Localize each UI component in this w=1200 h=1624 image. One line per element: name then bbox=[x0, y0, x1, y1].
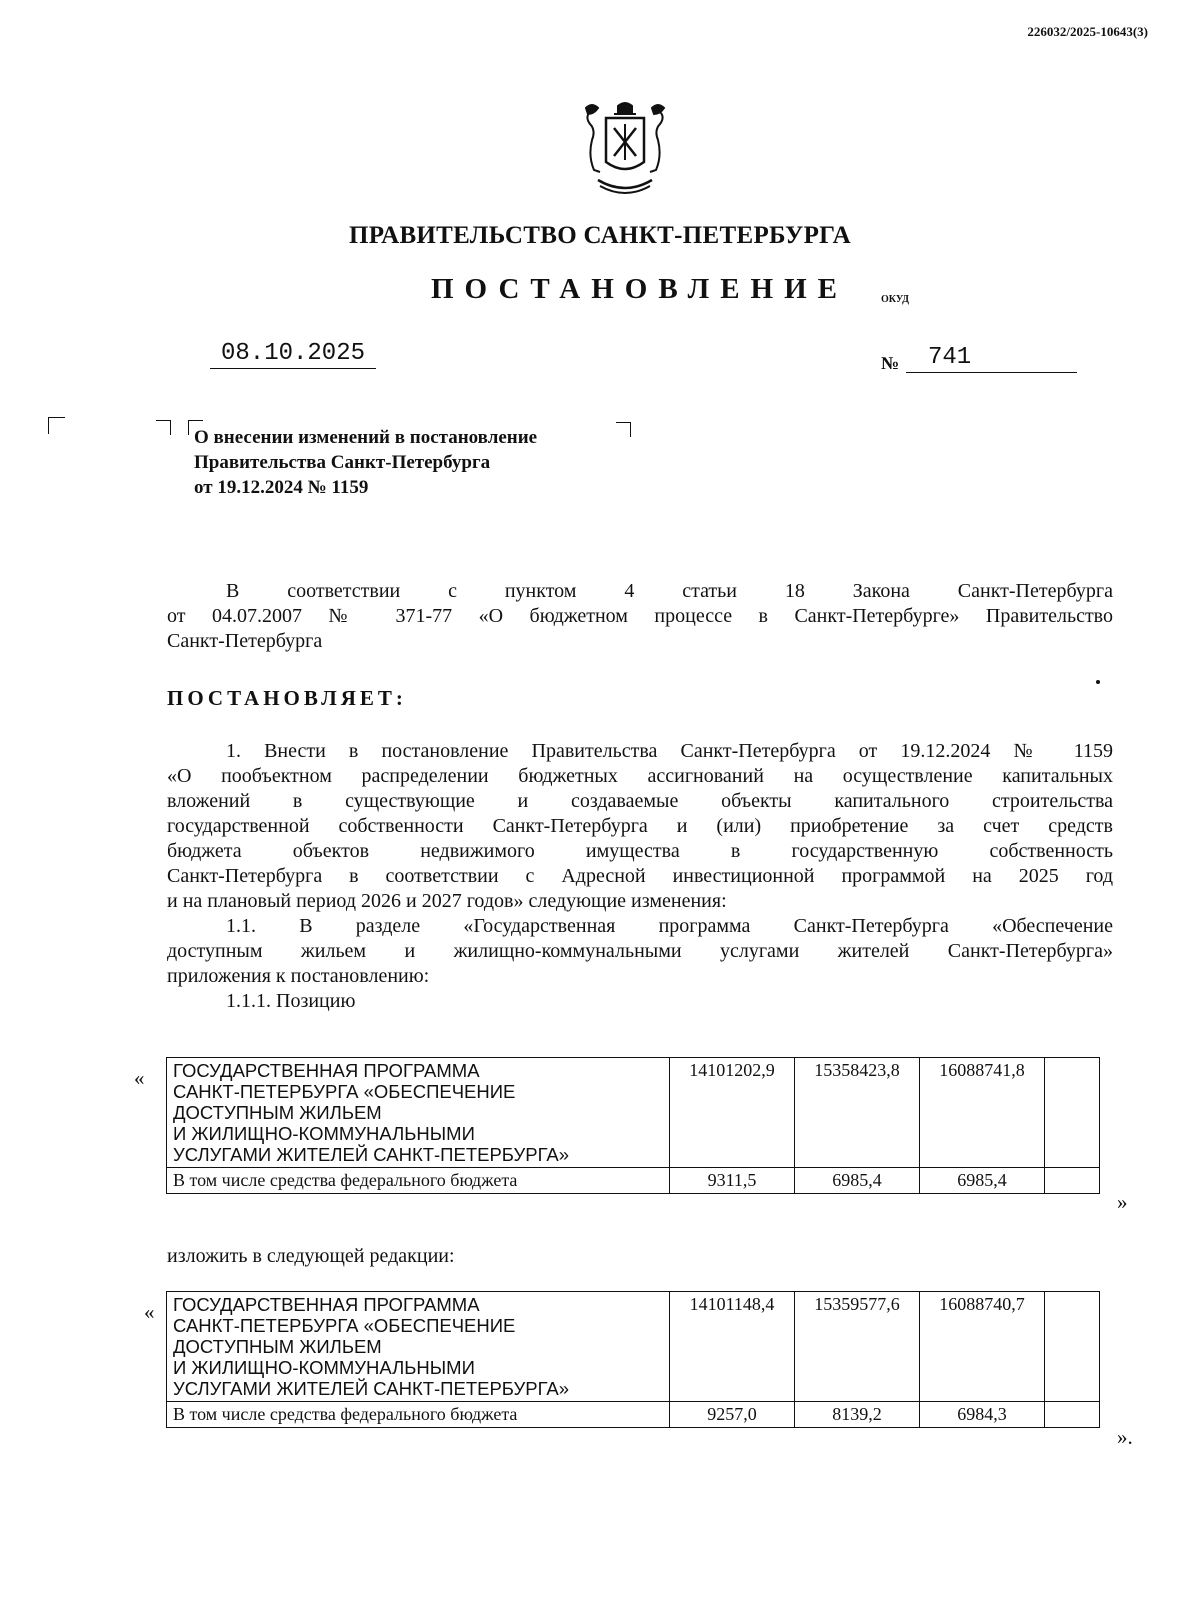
okud-label: ОКУД bbox=[881, 294, 910, 305]
quote-open: « bbox=[134, 1066, 145, 1090]
preamble-line-2: от 04.07.2007 № 371-77 «О бюджетном процессе в Санкт-Петербурге» Правительство bbox=[167, 605, 1113, 627]
federal-value-2027: 6985,4 bbox=[920, 1168, 1045, 1194]
program-name-line: УСЛУГАМИ ЖИТЕЛЕЙ САНКТ-ПЕТЕРБУРГА» bbox=[173, 1144, 570, 1165]
value-2027: 16088741,8 bbox=[920, 1058, 1045, 1168]
document-number: 226032/2025-10643(3) bbox=[1027, 24, 1148, 39]
value-2027: 16088740,7 bbox=[920, 1292, 1045, 1402]
item-1-line: «О пообъектном распределении бюджетных ассигнований на осуществление капитальных bbox=[167, 765, 1113, 787]
item-1-line: и на плановый период 2026 и 2027 годов» следующие изменения: bbox=[167, 890, 727, 912]
federal-value-2026: 8139,2 bbox=[795, 1402, 920, 1428]
empty-cell bbox=[1045, 1058, 1100, 1168]
preamble-line-3: Санкт-Петербурга bbox=[167, 630, 323, 652]
table-row bbox=[167, 1168, 1100, 1194]
program-name-line: САНКТ-ПЕТЕРБУРГА «ОБЕСПЕЧЕНИЕ bbox=[173, 1081, 516, 1102]
table-row bbox=[167, 1058, 1100, 1168]
preamble-line-1: В соответствии с пунктом 4 статьи 18 Закона Санкт-Петербурга bbox=[226, 580, 1113, 602]
table-row bbox=[167, 1292, 1100, 1402]
item-1-1-line: 1.1. В разделе «Государственная программа Санкт-Петербурга «Обеспечение bbox=[226, 915, 1113, 937]
empty-cell bbox=[1045, 1402, 1100, 1428]
table-row bbox=[167, 1402, 1100, 1428]
corner-mark-subject-right bbox=[616, 422, 631, 437]
organization-title: ПРАВИТЕЛЬСТВО САНКТ-ПЕТЕРБУРГА bbox=[348, 222, 852, 249]
number-label: № bbox=[881, 353, 900, 373]
item-1-line: Санкт-Петербурга в соответствии с Адресной инвестиционной программой на 2025 год bbox=[167, 865, 1113, 887]
item-1-1-line: приложения к постановлению: bbox=[167, 965, 430, 987]
edit-phrase: изложить в следующей редакции: bbox=[167, 1245, 455, 1267]
scan-dot bbox=[1096, 680, 1100, 684]
value-2026: 15358423,8 bbox=[795, 1058, 920, 1168]
document-type: ПОСТАНОВЛЕНИЕ bbox=[431, 273, 849, 305]
program-name-line: САНКТ-ПЕТЕРБУРГА «ОБЕСПЕЧЕНИЕ bbox=[173, 1315, 516, 1336]
program-name-line: УСЛУГАМИ ЖИТЕЛЕЙ САНКТ-ПЕТЕРБУРГА» bbox=[173, 1378, 570, 1399]
preamble bbox=[167, 579, 1113, 654]
value-2025: 14101202,9 bbox=[670, 1058, 795, 1168]
program-name-line: ГОСУДАРСТВЕННАЯ ПРОГРАММА bbox=[173, 1294, 480, 1315]
corner-mark-left bbox=[48, 417, 65, 434]
coat-of-arms-emblem bbox=[578, 100, 672, 200]
federal-label-cell: В том числе средства федерального бюджета bbox=[167, 1402, 670, 1428]
program-name-line: ДОСТУПНЫМ ЖИЛЬЕМ bbox=[173, 1336, 382, 1357]
document-date: 08.10.2025 bbox=[210, 340, 376, 369]
value-2026: 15359577,6 bbox=[795, 1292, 920, 1402]
decree-word: ПОСТАНОВЛЯЕТ: bbox=[167, 686, 407, 710]
empty-cell bbox=[1045, 1292, 1100, 1402]
federal-value-2027: 6984,3 bbox=[920, 1402, 1045, 1428]
item-1-1-line: доступным жильем и жилищно-коммунальными услугами жителей Санкт-Петербурга» bbox=[167, 940, 1113, 962]
item-1 bbox=[167, 739, 1113, 1014]
subject-line-3: от 19.12.2024 № 1159 bbox=[194, 477, 369, 498]
item-1-line: государственной собственности Санкт-Петербурга и (или) приобретение за счет средств bbox=[167, 815, 1113, 837]
program-name-line: ГОСУДАРСТВЕННАЯ ПРОГРАММА bbox=[173, 1060, 480, 1081]
subject-line-1: О внесении изменений в постановление bbox=[194, 427, 538, 448]
program-name-line: И ЖИЛИЩНО-КОММУНАЛЬНЫМИ bbox=[173, 1357, 475, 1378]
federal-value-2025: 9311,5 bbox=[670, 1168, 795, 1194]
subject-line-2: Правительства Санкт-Петербурга bbox=[194, 452, 491, 473]
quote-close: » bbox=[1117, 1190, 1128, 1214]
item-1-line: 1. Внести в постановление Правительства Санкт-Петербурга от 19.12.2024 № 1159 bbox=[226, 740, 1113, 762]
federal-label-cell: В том числе средства федерального бюджета bbox=[167, 1168, 670, 1194]
program-name-line: И ЖИЛИЩНО-КОММУНАЛЬНЫМИ bbox=[173, 1123, 475, 1144]
subject-block bbox=[194, 425, 537, 500]
federal-value-2025: 9257,0 bbox=[670, 1402, 795, 1428]
new-position-table bbox=[166, 1291, 1100, 1428]
item-1-line: бюджета объектов недвижимого имущества в государственную собственность bbox=[167, 840, 1113, 862]
program-name-cell bbox=[167, 1292, 670, 1402]
document-number-value: 741 bbox=[906, 344, 1077, 373]
quote-close-dot: ». bbox=[1117, 1425, 1133, 1449]
program-name-line: ДОСТУПНЫМ ЖИЛЬЕМ bbox=[173, 1102, 382, 1123]
corner-mark-subject-left-a bbox=[156, 420, 171, 435]
old-position-table bbox=[166, 1057, 1100, 1194]
federal-value-2026: 6985,4 bbox=[795, 1168, 920, 1194]
item-1-1-1-line: 1.1.1. Позицию bbox=[226, 990, 356, 1012]
empty-cell bbox=[1045, 1168, 1100, 1194]
item-1-line: вложений в существующие и создаваемые объекты капитального строительства bbox=[167, 790, 1113, 812]
value-2025: 14101148,4 bbox=[670, 1292, 795, 1402]
quote-open-2: « bbox=[144, 1300, 155, 1324]
program-name-cell bbox=[167, 1058, 670, 1168]
